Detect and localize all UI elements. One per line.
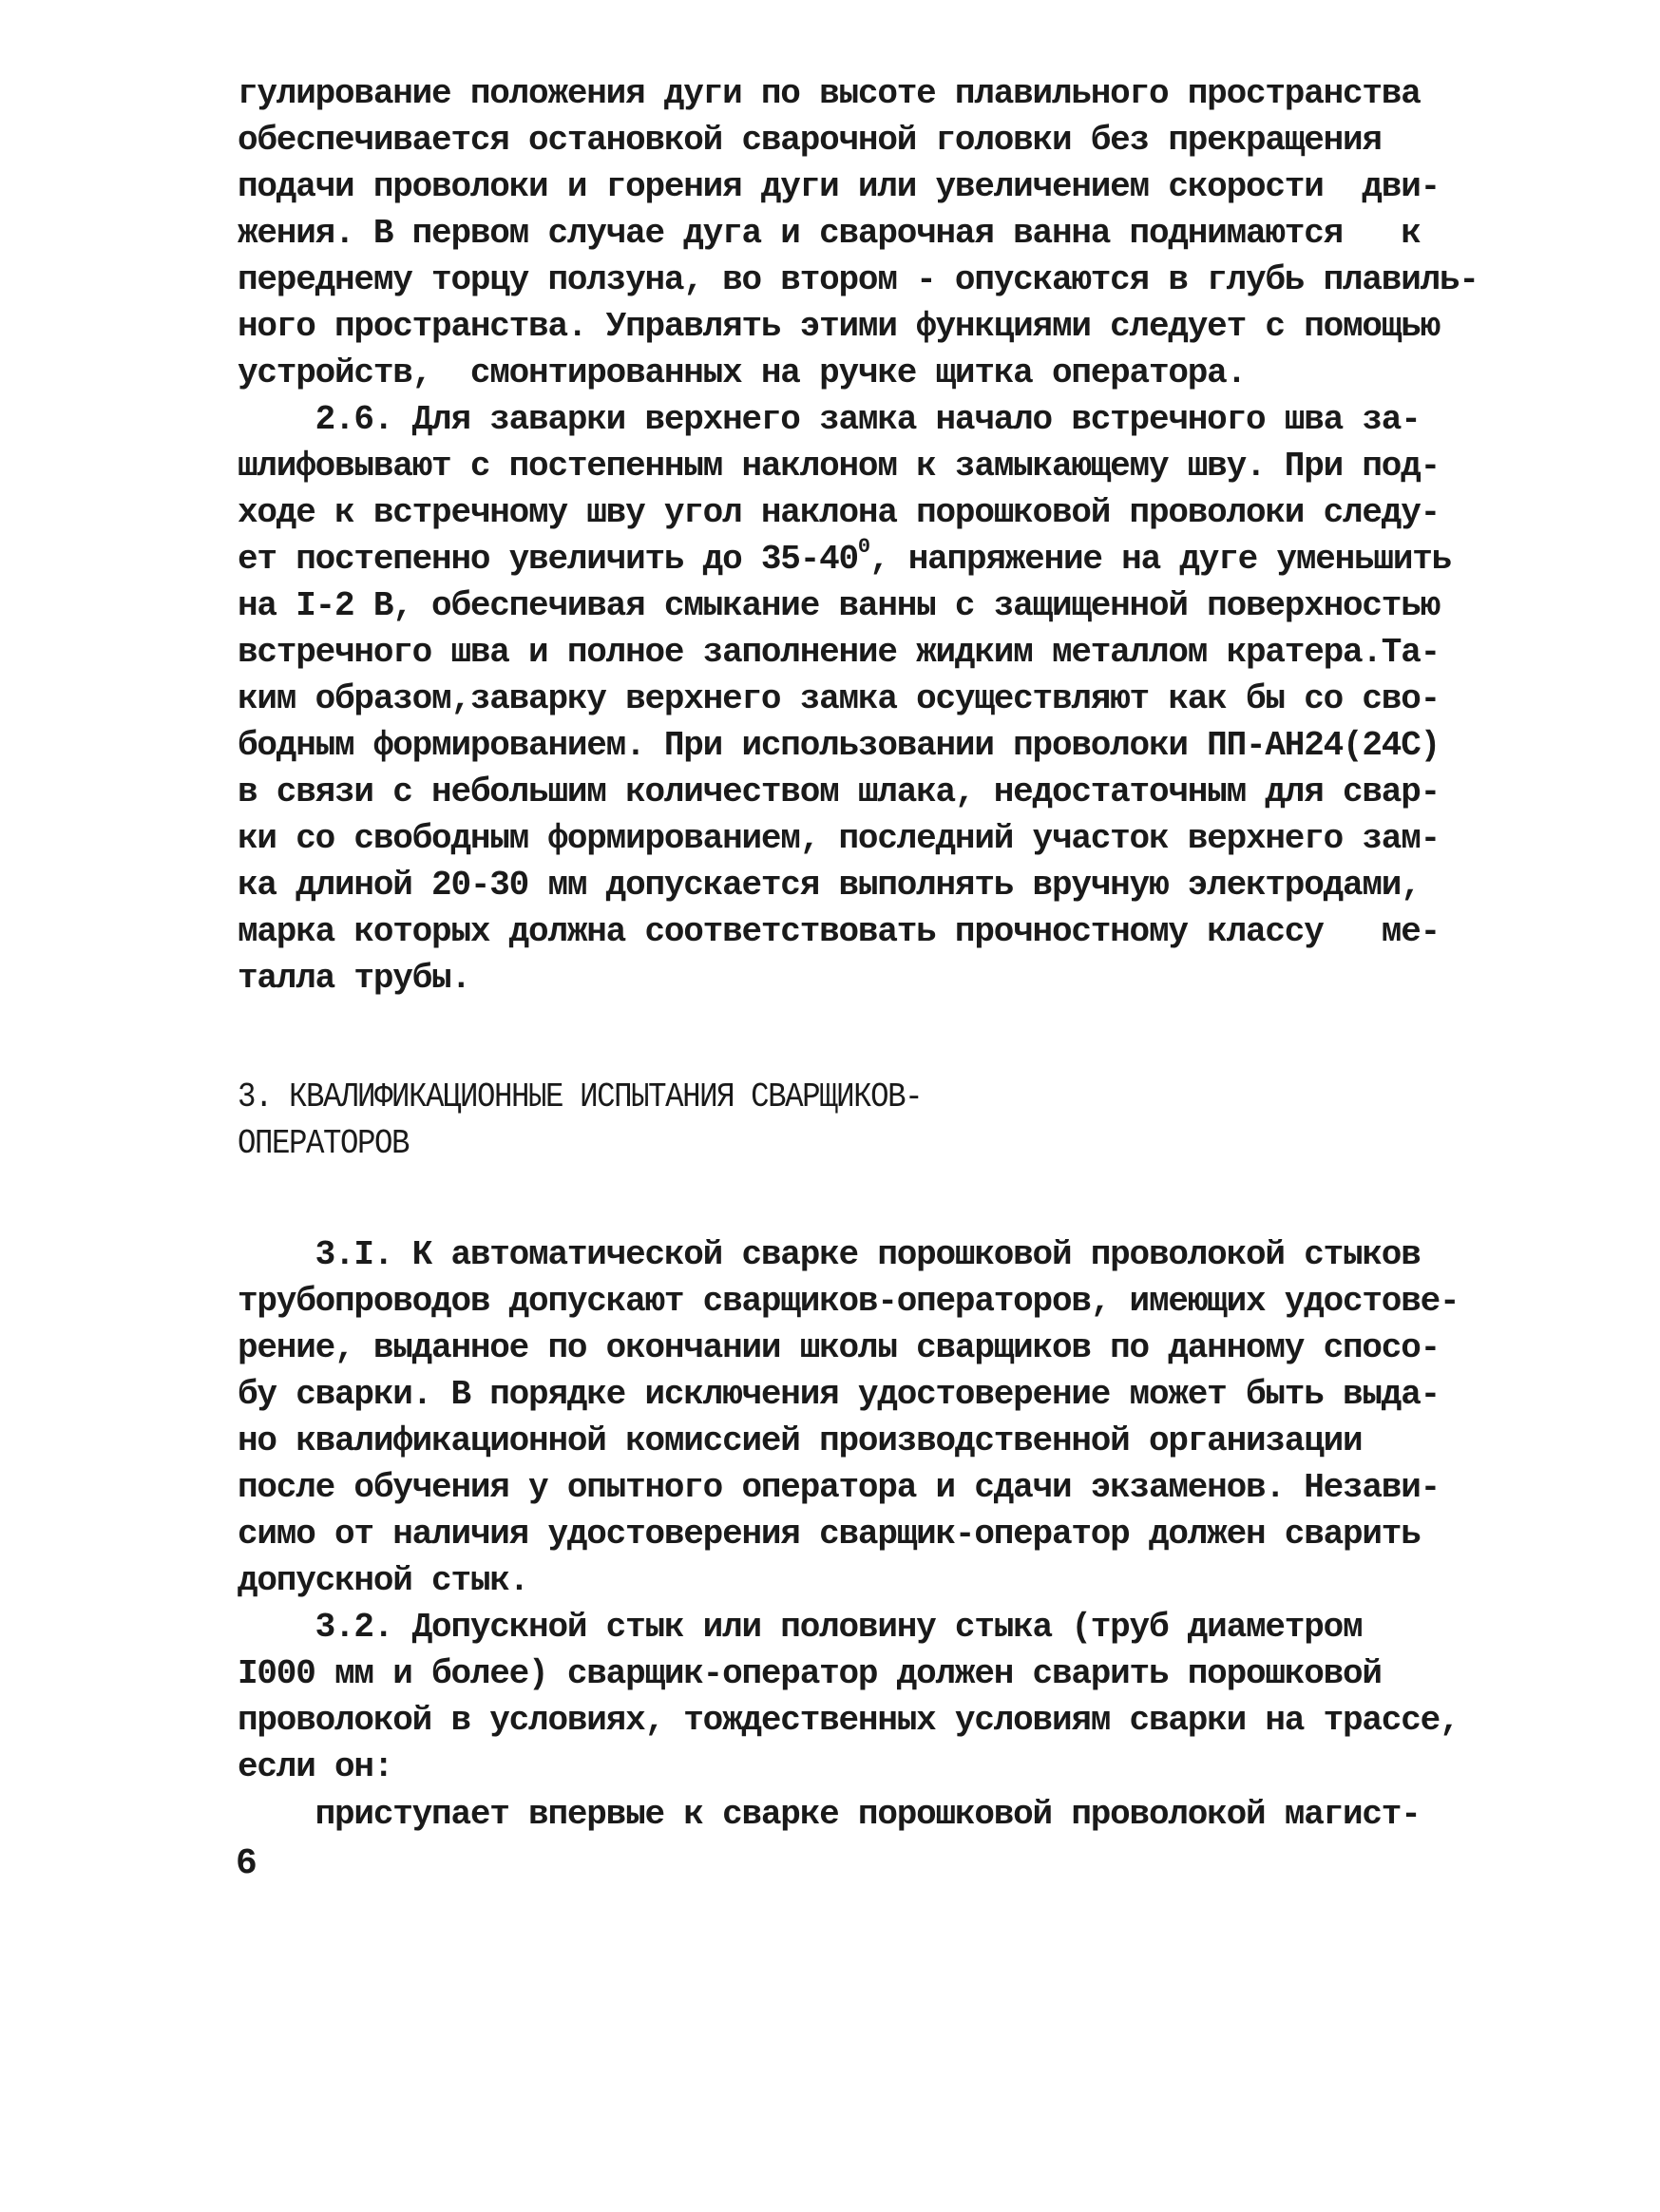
text-line: если он: [238,1747,393,1786]
text-line: подачи проволоки и горения дуги или увеличением скорости дви- [238,167,1441,206]
paragraph-list-item [238,1791,1473,1838]
paragraph-2-6-upper-lock [238,396,1473,1001]
paragraph-3-1-admission [238,1231,1473,1604]
heading-line: 3. КВАЛИФИКАЦИОННЫЕ ИСПЫТАНИЯ СВАРЩИКОВ- [238,1077,923,1116]
text-line: ким образом,заварку верхнего замка осуществляют как бы со сво- [238,679,1441,718]
text-line: симо от наличия удостоверения сварщик-оператор должен сварить [238,1515,1421,1554]
text-line: 2.6. Для заварки верхнего замка начало встречного шва за- [238,400,1421,439]
heading-line: ОПЕРАТОРОВ [238,1124,410,1163]
text-line: шлифовывают с постепенным наклоном к замыкающему шву. При под- [238,447,1441,486]
page-number: 6 [236,1843,258,1884]
text-fragment: , напряжение на дуге уменьшить [868,540,1452,579]
text-line: ходе к встречному шву угол наклона порошковой проволоки следу- [238,493,1441,532]
text-line: ка длиной 20-30 мм допускается выполнять вручную электродами, [238,866,1421,905]
text-line: бу сварки. В порядке исключения удостоверение может быть выда- [238,1375,1441,1414]
text-line: талла трубы. [238,959,470,998]
text-line: I000 мм и более) сварщик-оператор должен сварить порошковой [238,1654,1382,1693]
paragraph-weld-arc-control [238,70,1479,396]
text-line: трубопроводов допускают сварщиков-операторов, имеющих удостове- [238,1282,1460,1321]
text-line: ки со свободным формированием, последний участок верхнего зам- [238,819,1441,858]
text-line: допускной стык. [238,1561,529,1600]
section-heading [238,1074,1473,1167]
text-line-with-superscript [238,536,1473,582]
text-line: обеспечивается остановкой сварочной головки без прекращения [238,121,1382,160]
text-line: бодным формированием. При использовании проволоки ПП-АН24(24С) [238,726,1441,765]
text-line: 3.2. Допускной стык или половину стыка (труб диаметром [238,1608,1363,1647]
text-line: проволокой в условиях, тождественных условиям сварки на трассе, [238,1701,1460,1740]
text-line: переднему торцу ползуна, во втором - опускаются в глубь плавиль- [238,260,1479,299]
text-line: 3.I. К автоматической сварке порошковой проволокой стыков [238,1235,1421,1274]
text-line: но квалификационной комиссией производственной организации [238,1421,1363,1460]
text-line: встречного шва и полное заполнение жидким металлом кратера.Та- [238,633,1441,672]
text-line: устройств, смонтированных на ручке щитка оператора. [238,353,1246,392]
text-line: приступает впервые к сварке порошковой проволокой магист- [238,1795,1421,1834]
paragraph-3-2-test-joint [238,1604,1473,1790]
text-line: марка которых должна соответствовать прочностному классу ме- [238,912,1441,951]
text-line: гулирование положения дуги по высоте плавильного пространства [238,74,1421,113]
text-line: жения. В первом случае дуга и сварочная ванна поднимаются к [238,214,1421,253]
text-line: на I-2 В, обеспечивая смыкание ванны с защищенной поверхностью [238,586,1441,625]
degree-superscript: 0 [857,535,869,559]
text-line: в связи с небольшим количеством шлака, недостаточным для свар- [238,772,1441,811]
text-fragment: ет постепенно увеличить до 35-40 [238,540,858,579]
text-line: после обучения у опытного оператора и сдачи экзаменов. Незави- [238,1468,1441,1507]
text-line: рение, выданное по окончании школы сварщиков по данному спосо- [238,1328,1441,1367]
text-line: ного пространства. Управлять этими функциями следует с помощью [238,307,1441,346]
